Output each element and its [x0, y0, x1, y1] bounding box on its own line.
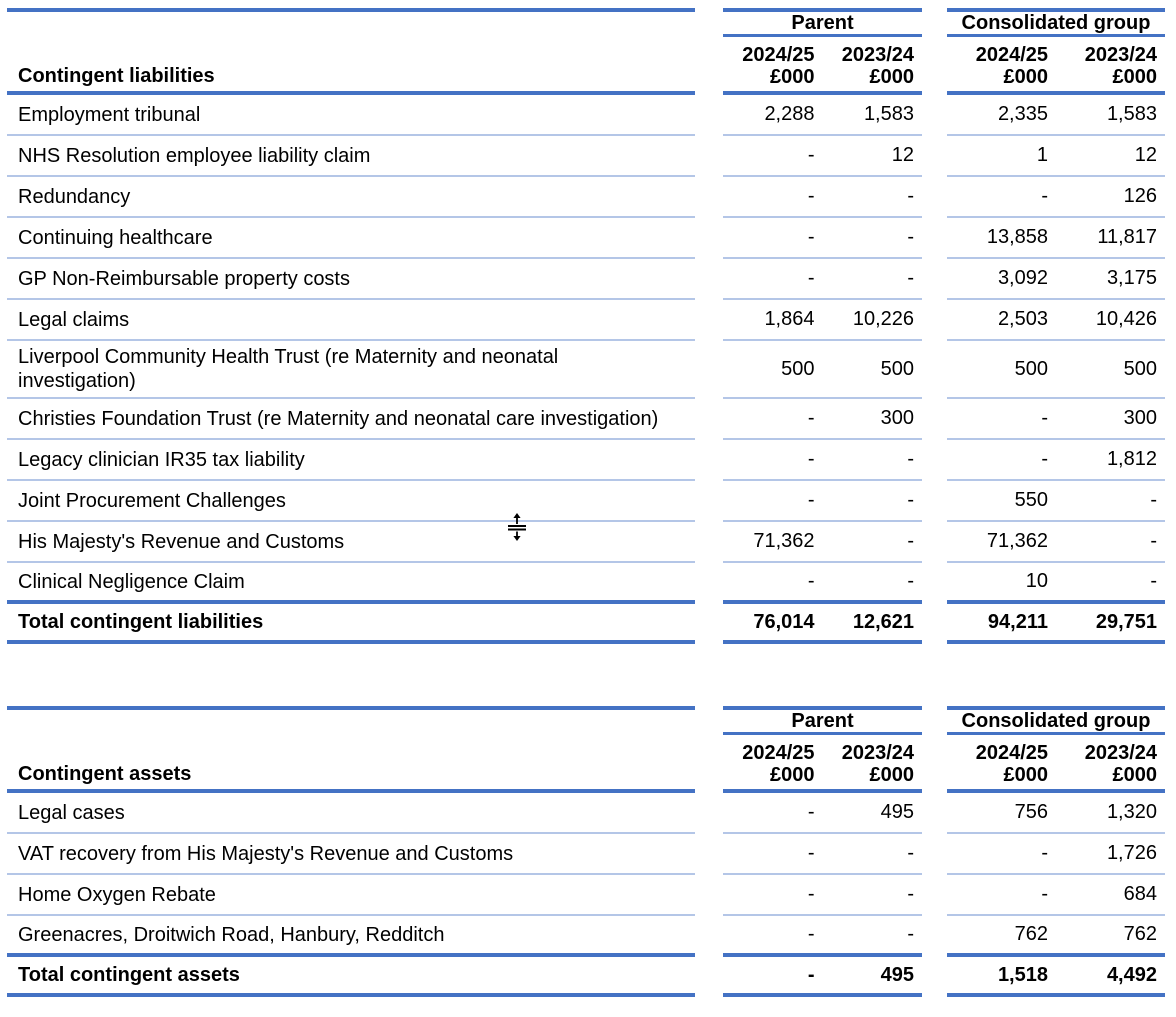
right-margin — [1165, 735, 1176, 793]
value-cell: 684 — [1123, 883, 1157, 905]
value-cell: 500 — [1014, 357, 1048, 380]
group-header-label: Parent — [791, 710, 854, 732]
table-row — [7, 95, 1176, 136]
row-label: Clinical Negligence Claim — [18, 570, 245, 593]
right-margin — [1165, 218, 1176, 259]
group-header — [947, 8, 1165, 37]
unit-label: £000 — [770, 764, 815, 786]
table-row — [7, 218, 1176, 259]
value-cell: - — [807, 923, 815, 945]
column-gap — [922, 604, 947, 644]
column-gap — [922, 136, 947, 177]
column-gap — [922, 300, 947, 341]
year-label: 2024/25 — [742, 742, 815, 764]
table-row — [7, 793, 1176, 834]
total-value-section — [723, 957, 922, 997]
row-label: Legal claims — [18, 308, 130, 331]
unit-label: £000 — [1003, 66, 1048, 88]
table-row — [7, 481, 1176, 522]
value-section — [723, 916, 922, 957]
right-margin — [1165, 177, 1176, 218]
group-header — [723, 8, 922, 37]
value-cell: - — [1041, 883, 1048, 905]
value-section — [723, 218, 922, 259]
right-margin — [1165, 522, 1176, 563]
value-cell: 71,362 — [753, 530, 815, 552]
total-value-cell: 94,211 — [987, 610, 1048, 633]
column-gap — [922, 399, 947, 440]
column-header — [1056, 37, 1165, 91]
column-gap — [695, 177, 723, 218]
row-label: Liverpool Community Health Trust (re Maternity and neonatal investigation) — [18, 346, 559, 392]
column-headers-section — [947, 37, 1165, 95]
column-gap — [695, 834, 723, 875]
value-cell: - — [907, 448, 914, 470]
column-gap — [695, 259, 723, 300]
column-gap — [695, 37, 723, 95]
value-section — [947, 522, 1165, 563]
value-cell: 756 — [1014, 801, 1048, 823]
value-cell: - — [1150, 570, 1157, 592]
right-margin — [1165, 8, 1176, 37]
group-header-label: Parent — [791, 12, 854, 34]
value-cell: 1,812 — [1106, 448, 1157, 470]
value-cell: - — [807, 267, 815, 289]
table-row — [7, 563, 1176, 604]
right-margin — [1165, 706, 1176, 735]
value-section — [723, 95, 922, 136]
value-cell: 500 — [781, 357, 815, 380]
column-header — [723, 735, 823, 789]
unit-label: £000 — [770, 66, 815, 88]
group-header-label: Consolidated group — [961, 710, 1151, 732]
value-section — [723, 177, 922, 218]
column-gap — [695, 300, 723, 341]
table-row — [7, 259, 1176, 300]
column-headers-section — [723, 735, 922, 793]
column-gap — [695, 604, 723, 644]
value-cell: - — [907, 489, 914, 511]
column-header — [947, 37, 1056, 91]
table-row — [7, 300, 1176, 341]
table-row — [7, 875, 1176, 916]
column-gap — [695, 95, 723, 136]
value-cell: 500 — [880, 357, 914, 380]
row-label-cell — [7, 259, 695, 300]
row-label: Home Oxygen Rebate — [18, 883, 216, 906]
value-cell: - — [1041, 185, 1048, 207]
year-label: 2023/24 — [841, 742, 914, 764]
column-gap — [695, 522, 723, 563]
value-cell: - — [807, 226, 815, 248]
row-label: Employment tribunal — [18, 103, 201, 126]
value-section — [723, 300, 922, 341]
table-row — [7, 916, 1176, 957]
row-label-cell — [7, 522, 695, 563]
row-label-cell — [7, 341, 695, 399]
year-label: 2023/24 — [1084, 44, 1157, 66]
right-margin — [1165, 259, 1176, 300]
right-margin — [1165, 481, 1176, 522]
value-cell: 762 — [1123, 923, 1157, 945]
column-header — [1056, 735, 1165, 789]
column-gap — [695, 218, 723, 259]
right-margin — [1165, 341, 1176, 399]
table-row — [7, 136, 1176, 177]
row-label-cell — [7, 218, 695, 259]
column-gap — [922, 37, 947, 95]
right-margin — [1165, 95, 1176, 136]
value-cell: 300 — [880, 407, 914, 429]
column-gap — [922, 440, 947, 481]
value-cell: 2,335 — [997, 103, 1048, 125]
row-label-cell — [7, 136, 695, 177]
section-title: Contingent liabilities — [18, 65, 215, 87]
row-label-cell — [7, 399, 695, 440]
financial-note-page — [0, 8, 1176, 1017]
row-label: His Majesty's Revenue and Customs — [18, 530, 345, 553]
row-label: Greenacres, Droitwich Road, Hanbury, Redditch — [18, 923, 445, 946]
value-cell: 13,858 — [986, 226, 1048, 248]
year-label: 2024/25 — [742, 44, 815, 66]
year-label: 2024/25 — [975, 44, 1048, 66]
column-gap — [922, 341, 947, 399]
value-cell: 2,503 — [997, 308, 1048, 330]
total-value-cell: 1,518 — [997, 963, 1048, 986]
value-cell: - — [807, 407, 815, 429]
unit-label: £000 — [1112, 66, 1157, 88]
total-label: Total contingent assets — [18, 964, 240, 986]
value-cell: 12 — [1134, 144, 1157, 166]
value-cell: 10,226 — [852, 308, 914, 330]
row-label: Joint Procurement Challenges — [18, 489, 286, 512]
column-gap — [922, 522, 947, 563]
value-cell: - — [807, 842, 815, 864]
row-label-cell — [7, 875, 695, 916]
column-header-row — [7, 37, 1176, 95]
row-label-cell — [7, 177, 695, 218]
value-cell: 3,175 — [1106, 267, 1157, 289]
value-cell: - — [807, 883, 815, 905]
group-header — [947, 706, 1165, 735]
label-column-top-rule — [7, 8, 695, 37]
value-section — [723, 440, 922, 481]
value-section — [947, 136, 1165, 177]
value-cell: - — [907, 923, 914, 945]
value-section — [947, 218, 1165, 259]
value-cell: - — [807, 570, 815, 592]
value-section — [723, 834, 922, 875]
value-cell: 3,092 — [997, 267, 1048, 289]
table-row — [7, 399, 1176, 440]
value-cell: - — [1150, 489, 1157, 511]
value-cell: 10,426 — [1095, 308, 1157, 330]
total-value-cell: 76,014 — [753, 610, 815, 633]
column-header — [823, 735, 923, 789]
total-row — [7, 957, 1176, 997]
value-cell: - — [907, 185, 914, 207]
column-gap — [695, 481, 723, 522]
column-gap — [922, 916, 947, 957]
right-margin — [1165, 37, 1176, 95]
total-value-section — [947, 957, 1165, 997]
group-header — [723, 706, 922, 735]
label-column-top-rule — [7, 706, 695, 735]
total-value-section — [723, 604, 922, 644]
value-section — [947, 834, 1165, 875]
column-gap — [922, 563, 947, 604]
value-section — [723, 793, 922, 834]
column-headers-section — [723, 37, 922, 95]
value-cell: - — [907, 570, 914, 592]
value-section — [947, 399, 1165, 440]
right-margin — [1165, 916, 1176, 957]
value-section — [947, 916, 1165, 957]
value-cell: - — [907, 267, 914, 289]
value-cell: 1,583 — [863, 103, 914, 125]
table-row — [7, 834, 1176, 875]
row-label: Legacy clinician IR35 tax liability — [18, 448, 305, 471]
row-label: Legal cases — [18, 801, 125, 824]
value-cell: 71,362 — [986, 530, 1048, 552]
row-label-cell — [7, 916, 695, 957]
row-label-cell — [7, 563, 695, 604]
column-gap — [695, 8, 723, 37]
column-header-row — [7, 735, 1176, 793]
value-section — [947, 875, 1165, 916]
column-gap — [922, 706, 947, 735]
total-label-cell — [7, 604, 695, 644]
row-label-cell — [7, 481, 695, 522]
value-section — [947, 341, 1165, 399]
value-section — [947, 259, 1165, 300]
row-label: Christies Foundation Trust (re Maternity and neonatal care investigation) — [18, 407, 659, 430]
row-label-cell — [7, 300, 695, 341]
value-cell: - — [1041, 842, 1048, 864]
table-row — [7, 177, 1176, 218]
group-header-row — [7, 8, 1176, 37]
total-value-cell: 495 — [880, 963, 914, 986]
right-margin — [1165, 300, 1176, 341]
value-section — [947, 481, 1165, 522]
value-cell: - — [1150, 530, 1157, 552]
group-header-row — [7, 706, 1176, 735]
row-label-cell — [7, 95, 695, 136]
table-row — [7, 522, 1176, 563]
total-value-cell: 29,751 — [1095, 610, 1157, 633]
column-gap — [695, 875, 723, 916]
value-section — [947, 300, 1165, 341]
value-section — [947, 440, 1165, 481]
value-cell: - — [807, 144, 815, 166]
column-header — [723, 37, 823, 91]
column-gap — [922, 481, 947, 522]
value-section — [947, 177, 1165, 218]
value-cell: 11,817 — [1097, 226, 1157, 248]
row-label: VAT recovery from His Majesty's Revenue and Customs — [18, 842, 514, 865]
column-gap — [695, 793, 723, 834]
total-value-section — [947, 604, 1165, 644]
value-cell: 1,583 — [1106, 103, 1157, 125]
value-cell: 550 — [1014, 489, 1048, 511]
column-gap — [695, 341, 723, 399]
column-gap — [922, 793, 947, 834]
column-gap — [922, 875, 947, 916]
value-section — [723, 522, 922, 563]
value-cell: - — [807, 185, 815, 207]
column-gap — [695, 136, 723, 177]
right-margin — [1165, 399, 1176, 440]
column-gap — [922, 735, 947, 793]
unit-label: £000 — [869, 66, 914, 88]
value-cell: 500 — [1123, 357, 1157, 380]
value-cell: 12 — [891, 144, 914, 166]
row-label: GP Non-Reimbursable property costs — [18, 267, 350, 290]
column-gap — [695, 735, 723, 793]
total-label: Total contingent liabilities — [18, 611, 264, 633]
table-row — [7, 440, 1176, 481]
column-gap — [922, 8, 947, 37]
row-label: Redundancy — [18, 185, 131, 208]
total-value-cell: - — [807, 963, 815, 986]
column-gap — [695, 563, 723, 604]
value-section — [723, 136, 922, 177]
year-label: 2024/25 — [975, 742, 1048, 764]
right-margin — [1165, 793, 1176, 834]
column-gap — [922, 834, 947, 875]
year-label: 2023/24 — [1084, 742, 1157, 764]
total-value-cell: 4,492 — [1106, 963, 1157, 986]
group-header-label: Consolidated group — [961, 12, 1151, 34]
right-margin — [1165, 604, 1176, 644]
column-gap — [695, 440, 723, 481]
row-label-cell — [7, 440, 695, 481]
value-cell: - — [807, 448, 815, 470]
value-cell: 300 — [1123, 407, 1157, 429]
unit-label: £000 — [1112, 764, 1157, 786]
column-gap — [922, 95, 947, 136]
value-section — [723, 481, 922, 522]
section-title: Contingent assets — [18, 763, 192, 785]
value-cell: 2,288 — [764, 103, 815, 125]
value-cell: - — [907, 530, 914, 552]
column-gap — [695, 957, 723, 997]
column-gap — [922, 957, 947, 997]
value-section — [947, 793, 1165, 834]
column-gap — [695, 399, 723, 440]
right-margin — [1165, 875, 1176, 916]
right-margin — [1165, 563, 1176, 604]
section-title-cell — [7, 37, 695, 95]
value-cell: 1,320 — [1106, 801, 1157, 823]
value-section — [723, 875, 922, 916]
right-margin — [1165, 136, 1176, 177]
contingent-liabilities-table — [7, 8, 1176, 644]
right-margin — [1165, 957, 1176, 997]
right-margin — [1165, 834, 1176, 875]
value-cell: - — [807, 801, 815, 823]
value-cell: 10 — [1025, 570, 1048, 592]
value-section — [723, 341, 922, 399]
right-margin — [1165, 440, 1176, 481]
value-section — [723, 259, 922, 300]
value-cell: - — [807, 489, 815, 511]
column-header — [823, 37, 923, 91]
contingent-assets-table — [7, 706, 1176, 997]
value-section — [723, 563, 922, 604]
column-gap — [922, 259, 947, 300]
row-label: Continuing healthcare — [18, 226, 213, 249]
value-section — [723, 399, 922, 440]
row-label-cell — [7, 793, 695, 834]
column-header — [947, 735, 1056, 789]
column-headers-section — [947, 735, 1165, 793]
value-cell: - — [907, 883, 914, 905]
value-cell: 1 — [1036, 144, 1048, 166]
value-cell: - — [1041, 448, 1048, 470]
column-gap — [922, 177, 947, 218]
row-label: NHS Resolution employee liability claim — [18, 144, 371, 167]
total-value-cell: 12,621 — [852, 610, 914, 633]
value-cell: 126 — [1123, 185, 1157, 207]
column-gap — [922, 218, 947, 259]
total-row — [7, 604, 1176, 644]
value-section — [947, 563, 1165, 604]
column-gap — [695, 706, 723, 735]
value-section — [947, 95, 1165, 136]
value-cell: 762 — [1014, 923, 1048, 945]
unit-label: £000 — [869, 764, 914, 786]
value-cell: - — [907, 226, 914, 248]
unit-label: £000 — [1003, 764, 1048, 786]
value-cell: - — [907, 842, 914, 864]
section-title-cell — [7, 735, 695, 793]
total-label-cell — [7, 957, 695, 997]
value-cell: 1,864 — [764, 308, 815, 330]
value-cell: 495 — [880, 801, 914, 823]
value-cell: - — [1041, 407, 1048, 429]
row-label-cell — [7, 834, 695, 875]
value-cell: 1,726 — [1106, 842, 1157, 864]
table-row — [7, 341, 1176, 399]
column-gap — [695, 916, 723, 957]
year-label: 2023/24 — [841, 44, 914, 66]
